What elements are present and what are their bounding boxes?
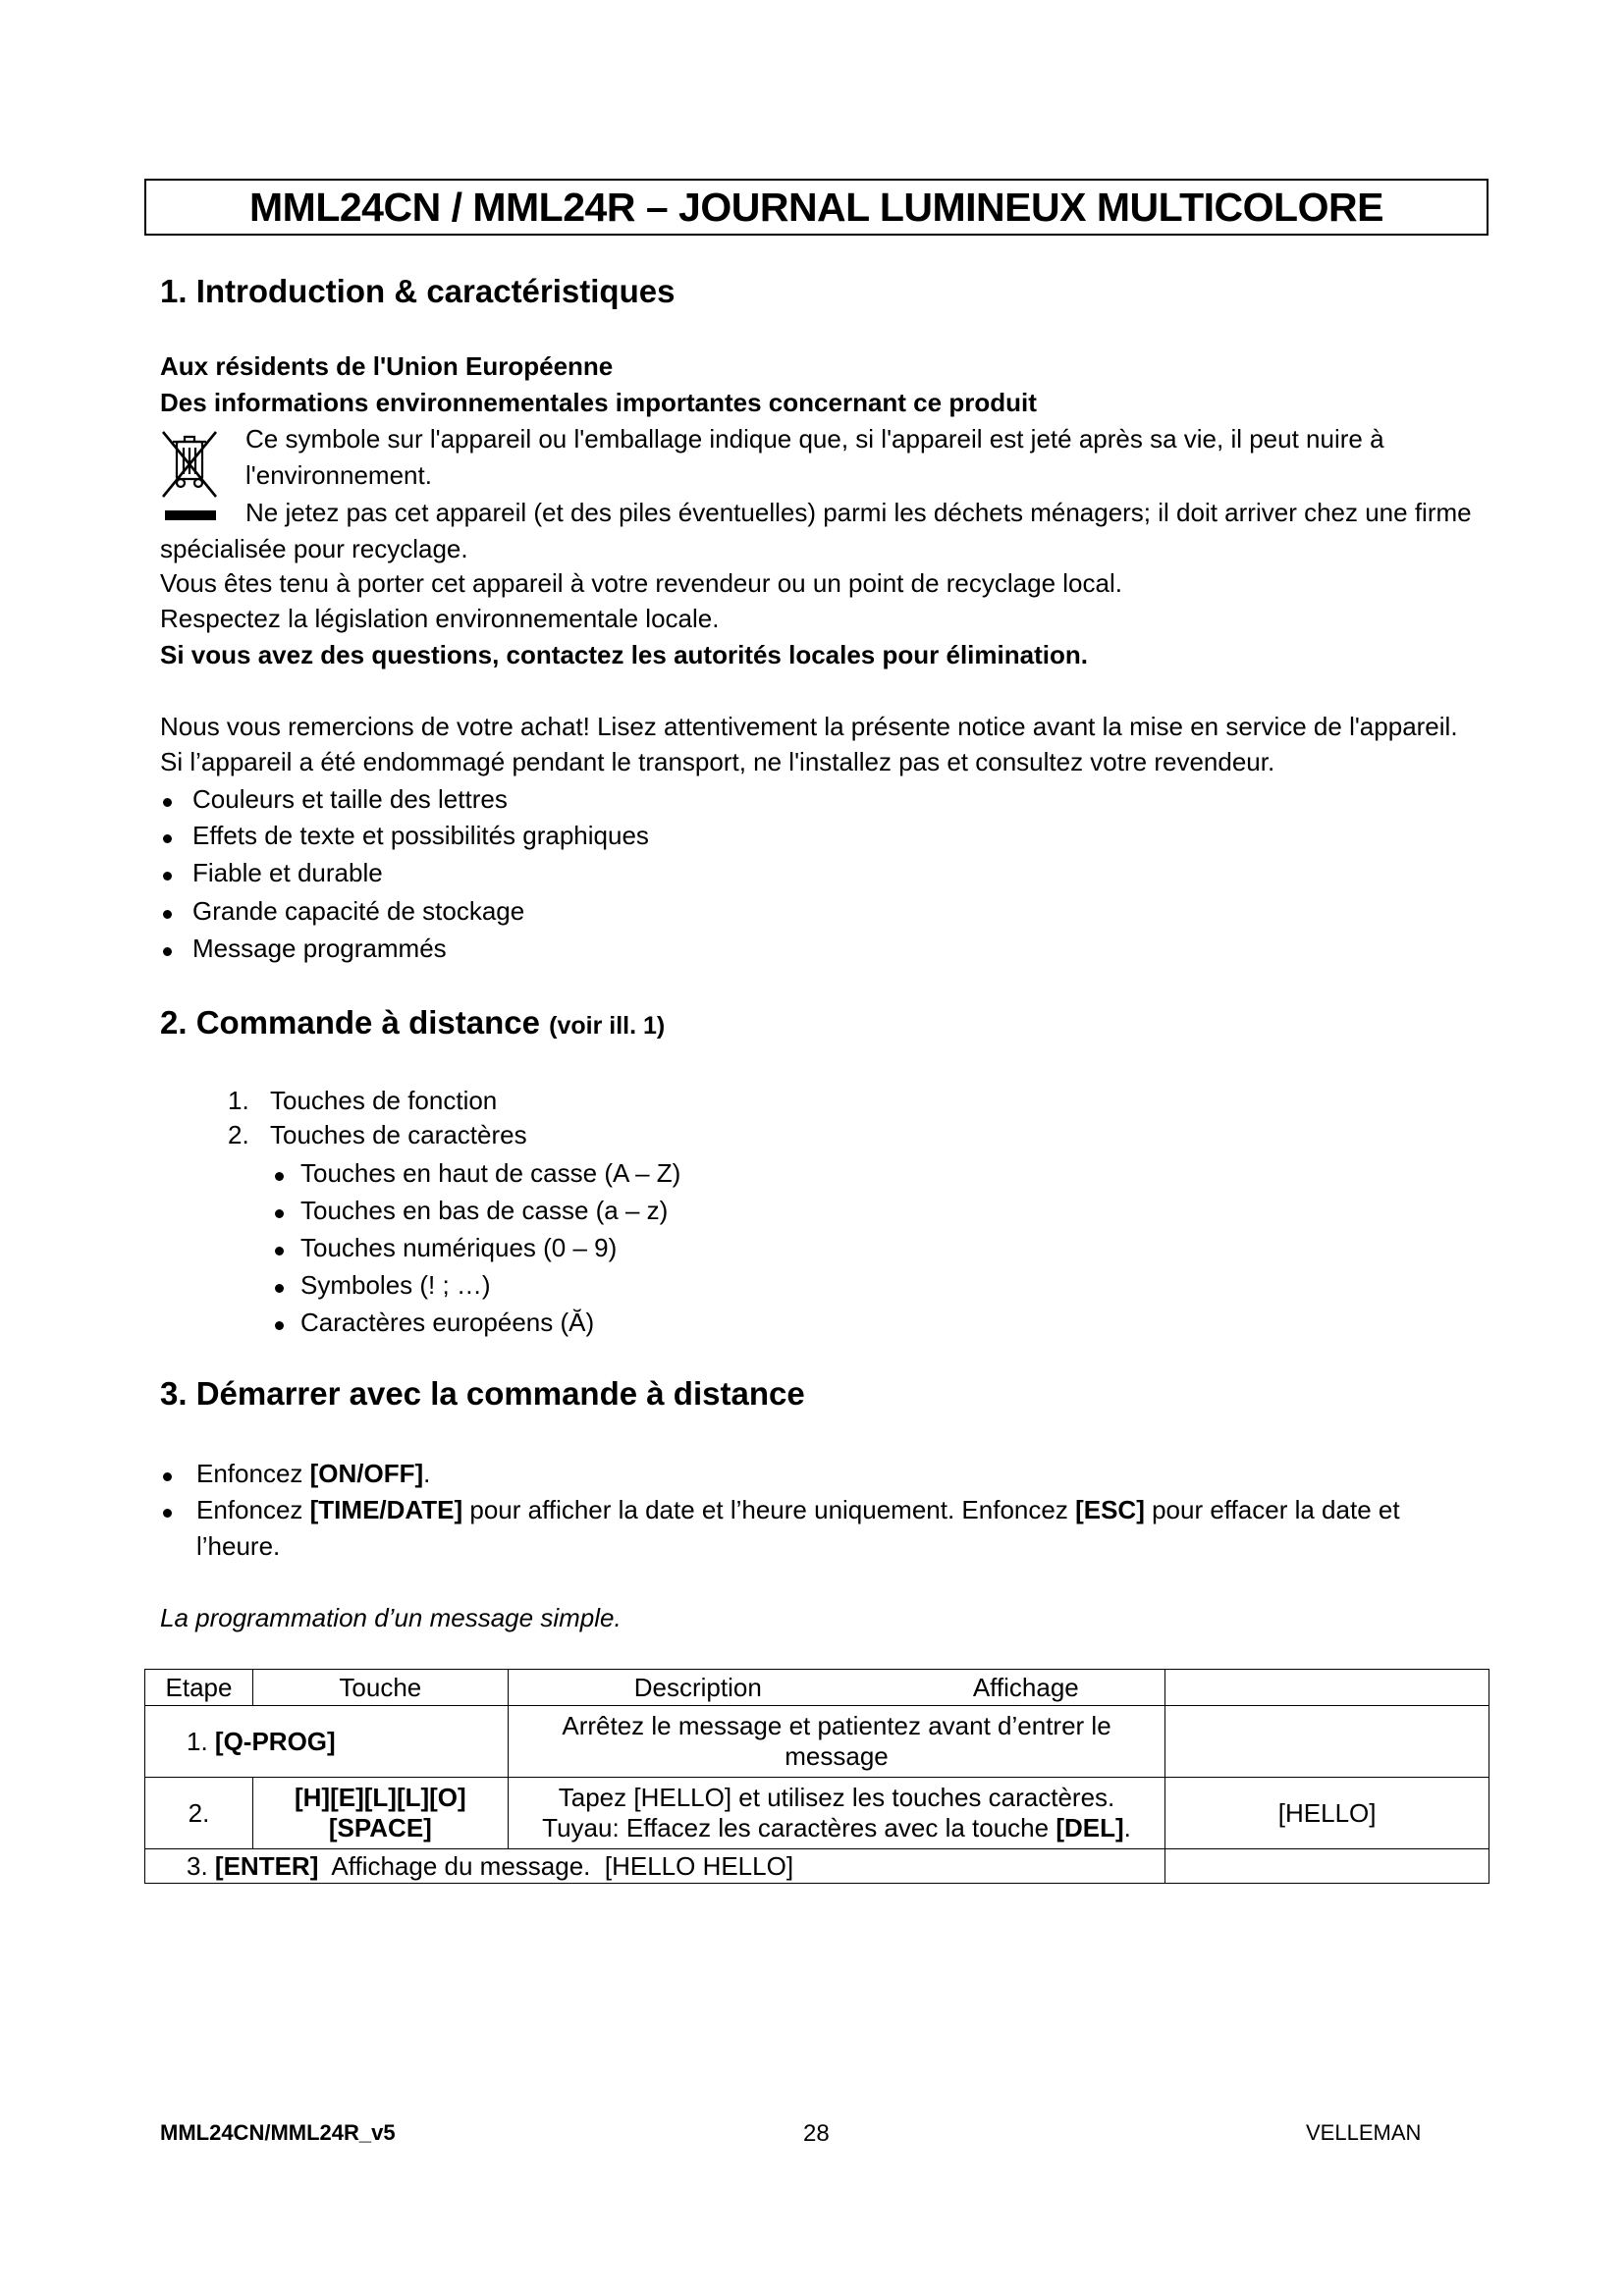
feature-item: Message programmés <box>192 934 447 963</box>
timedate-key: [TIME/DATE] <box>309 1495 463 1524</box>
underline-bar-icon <box>165 510 216 520</box>
bullet-dot <box>163 910 172 919</box>
row1-step: 1. [Q-PROG] <box>145 1706 509 1778</box>
numbered-item: 1. Touches de fonction <box>228 1086 498 1115</box>
return-line: Vous êtes tenu à porter cet appareil à votre revendeur ou un point de recyclage local. <box>160 568 1122 598</box>
row3-empty <box>1165 1849 1489 1884</box>
dispose-line-1: Ne jetez pas cet appareil (et des piles éventuelles) parmi les déchets ménagers; il doit arriver chez une firme <box>245 498 1472 527</box>
title-box <box>144 179 1489 236</box>
eu-heading: Aux résidents de l'Union Européenne <box>160 351 614 381</box>
header-touche: Touche <box>252 1670 508 1706</box>
bullet-dot <box>275 1284 284 1293</box>
feature-item: Couleurs et taille des lettres <box>192 784 508 814</box>
section2-heading <box>160 1004 665 1041</box>
timedate-instruction-cont: l’heure. <box>196 1531 281 1561</box>
onoff-key: [ON/OFF] <box>309 1459 424 1488</box>
sub-item: Caractères européens (Ă) <box>300 1308 595 1337</box>
page-title: MML24CN / MML24R – JOURNAL LUMINEUX MULTICOLORE <box>249 184 1383 230</box>
table-row <box>145 1706 1489 1778</box>
bullet-dot <box>163 1472 172 1481</box>
timedate-instruction: Enfoncez [TIME/DATE] pour afficher la date et l’heure uniquement. Enfoncez [ESC] pour effacer la date et <box>196 1495 1400 1524</box>
section1-heading: 1. Introduction & caractéristiques <box>160 273 676 309</box>
feature-item: Grande capacité de stockage <box>192 896 525 926</box>
bullet-dot <box>275 1247 284 1255</box>
bullet-dot <box>163 872 172 881</box>
sub-item: Touches numériques (0 – 9) <box>300 1233 618 1262</box>
row3-display: [HELLO HELLO] <box>604 1850 794 1881</box>
header-description: Description Affichage <box>508 1670 1165 1706</box>
del-key: [DEL] <box>1056 1813 1124 1842</box>
feature-item: Effets de texte et possibilités graphiques <box>192 821 649 850</box>
row3-key: [ENTER] <box>214 1850 319 1881</box>
bullet-dot <box>275 1209 284 1218</box>
onoff-instruction: Enfoncez [ON/OFF]. <box>196 1459 431 1488</box>
table-header-row <box>145 1670 1489 1706</box>
row2-key: [H][E][L][L][O] [SPACE] <box>252 1778 508 1849</box>
row1-display <box>1165 1706 1489 1778</box>
questions-line: Si vous avez des questions, contactez les autorités locales pour élimination. <box>160 640 1088 669</box>
bullet-dot <box>163 1509 172 1518</box>
symbol-line-1: Ce symbole sur l'appareil ou l'emballage indique que, si l'appareil est jeté après sa vie, il peut nuire à <box>245 424 1384 454</box>
footer-page-number: 28 <box>803 2120 830 2147</box>
table-row <box>145 1849 1489 1884</box>
bullet-dot <box>163 834 172 843</box>
row2-description: Tapez [HELLO] et utilisez les touches caractères. Tuyau: Effacez les caractères avec la touche [DEL]. <box>508 1778 1165 1849</box>
numbered-item: 2. Touches de caractères <box>228 1120 527 1149</box>
row1-description: Arrêtez le message et patientez avant d’entrer le message <box>508 1706 1165 1778</box>
header-affichage: Affichage <box>972 1672 1079 1702</box>
row3-step: 3. [ENTER] Affichage du message. [HELLO HELLO] <box>145 1849 1165 1884</box>
program-caption: La programmation d’un message simple. <box>160 1603 622 1632</box>
damage-line: Si l’appareil a été endommagé pendant le transport, ne l'installez pas et consultez votre revendeur. <box>160 747 1275 776</box>
bullet-dot <box>163 947 172 956</box>
sub-item: Touches en bas de casse (a – z) <box>300 1196 669 1225</box>
header-empty <box>1165 1670 1489 1706</box>
row1-key: [Q-PROG] <box>214 1726 336 1756</box>
bullet-dot <box>163 798 172 807</box>
header-etape: Etape <box>145 1670 253 1706</box>
section2-heading-note: (voir ill. 1) <box>549 1012 666 1040</box>
sub-item: Touches en haut de casse (A – Z) <box>300 1158 681 1188</box>
env-heading: Des informations environnementales importantes concernant ce produit <box>160 388 1037 417</box>
sub-item: Symboles (! ; …) <box>300 1270 491 1300</box>
weee-bin-icon <box>157 428 222 507</box>
symbol-line-2: l'environnement. <box>245 460 432 490</box>
table-row <box>145 1778 1489 1849</box>
bullet-dot <box>275 1172 284 1181</box>
row3-description: Affichage du message. <box>331 1850 591 1881</box>
section2-heading-text: 2. Commande à distance <box>160 1004 540 1041</box>
footer-model: MML24CN/MML24R_v5 <box>160 2120 396 2145</box>
feature-item: Fiable et durable <box>192 858 383 887</box>
bullet-dot <box>275 1321 284 1330</box>
legislation-line: Respectez la législation environnementale locale. <box>160 604 720 633</box>
section3-heading: 3. Démarrer avec la commande à distance <box>160 1375 805 1412</box>
thanks-line: Nous vous remercions de votre achat! Lisez attentivement la présente notice avant la mise en service de l'appareil. <box>160 712 1458 741</box>
esc-key: [ESC] <box>1075 1495 1145 1524</box>
dispose-line-2: spécialisée pour recyclage. <box>160 534 468 563</box>
row2-num: 2. <box>145 1778 253 1849</box>
programming-table <box>144 1669 1489 1884</box>
footer-brand: VELLEMAN <box>1306 2120 1422 2145</box>
row2-display: [HELLO] <box>1165 1778 1489 1849</box>
